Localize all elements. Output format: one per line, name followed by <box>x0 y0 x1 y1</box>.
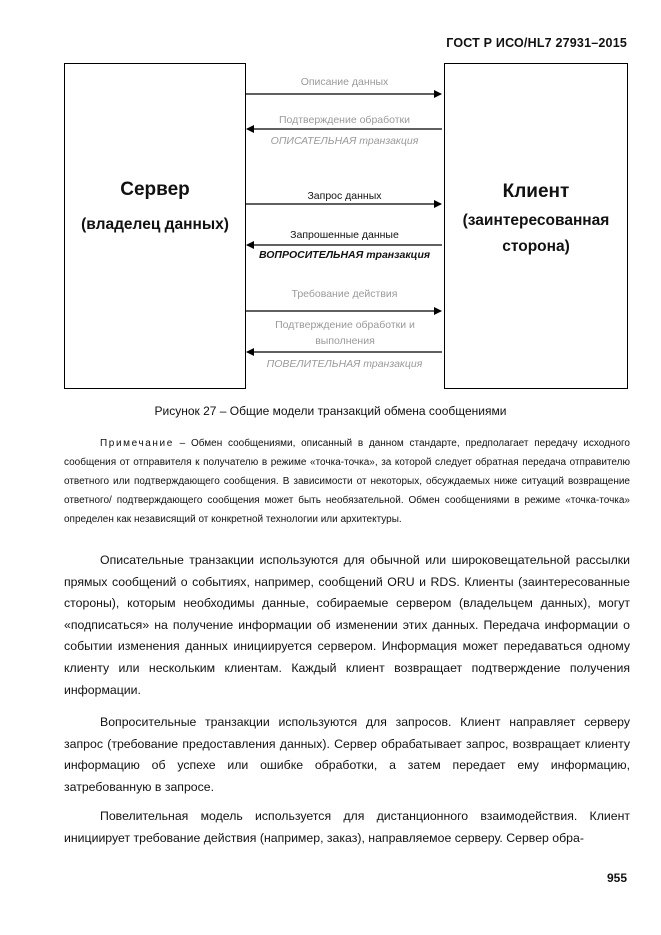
transaction-imperative: ПОВЕЛИТЕЛЬНАЯ транзакция <box>266 358 423 370</box>
note-block <box>64 434 630 529</box>
figure-caption: Рисунок 27 – Общие модели транзакций обмена сообщениями <box>154 404 507 418</box>
note-text: – Обмен сообщениями, описанный в данном стандарте, предполагает передачу исходного сообщения от отправителя к получателю в режиме «точка-точка», за которой следует обратная передача отправителю ответного или подтверждающего сообщения. В зависимости от некоторых, обсуждаемых ниже ситуаций возвращение ответного/ подтверждающего сообщения может быть необязательной. Обмен сообщениями в режиме «точка-точка» определен как независящий от конкретной технологии или архитектуры. <box>64 438 630 525</box>
message-processing-ack: Подтверждение обработки <box>278 114 411 126</box>
message-execution-ack: Подтверждение обработки и выполнения <box>275 319 415 347</box>
page-number: 955 <box>606 871 627 885</box>
transaction-interrogative: ВОПРОСИТЕЛЬНАЯ транзакция <box>258 249 431 261</box>
paragraph-descriptive: Описательные транзакции используются для обычной или широковещательной рассылки прямых сообщений о событиях, например, сообщений ORU и RDS. Клиенты (заинтересованные стороны), которым необходимы данные, собираемые сервером (владельцем данных), могут «подписаться» на получение информации об изменении этих данных. Передача информации о событии изменения данных инициируется сервером. Информация может передаваться одному клиенту или нескольким клиентам. Каждый клиент возвращает подтверждение получения информации. <box>64 553 630 697</box>
paragraph-interrogative: Вопросительные транзакции используются для запросов. Клиент направляет серверу запрос (требование предоставления данных). Сервер обрабатывает запрос, возвращает клиенту информацию об успехе или ошибке обработки, а затем передает ему информацию, затребованную в запросе. <box>64 715 630 794</box>
client-subtitle-line2: сторона) <box>502 238 570 255</box>
server-subtitle: (владелец данных) <box>81 216 229 233</box>
message-data-request: Запрос данных <box>307 190 382 202</box>
transaction-descriptive: ОПИСАТЕЛЬНАЯ транзакция <box>270 135 419 147</box>
paragraph-imperative: Повелительная модель используется для дистанционного взаимодействия. Клиент инициирует требование действия (например, заказ), направляемое серверу. Сервер обра- <box>64 809 630 845</box>
server-title: Сервер <box>120 179 190 200</box>
message-action-request: Требование действия <box>291 288 398 300</box>
message-data-description: Описание данных <box>300 76 389 88</box>
client-title: Клиент <box>502 181 570 202</box>
note-label: Примечание <box>100 438 174 449</box>
message-requested-data: Запрошенные данные <box>290 229 399 241</box>
document-header: ГОСТ Р ИСО/HL7 27931–2015 <box>446 36 627 50</box>
client-subtitle-line1: (заинтересованная <box>462 212 610 229</box>
